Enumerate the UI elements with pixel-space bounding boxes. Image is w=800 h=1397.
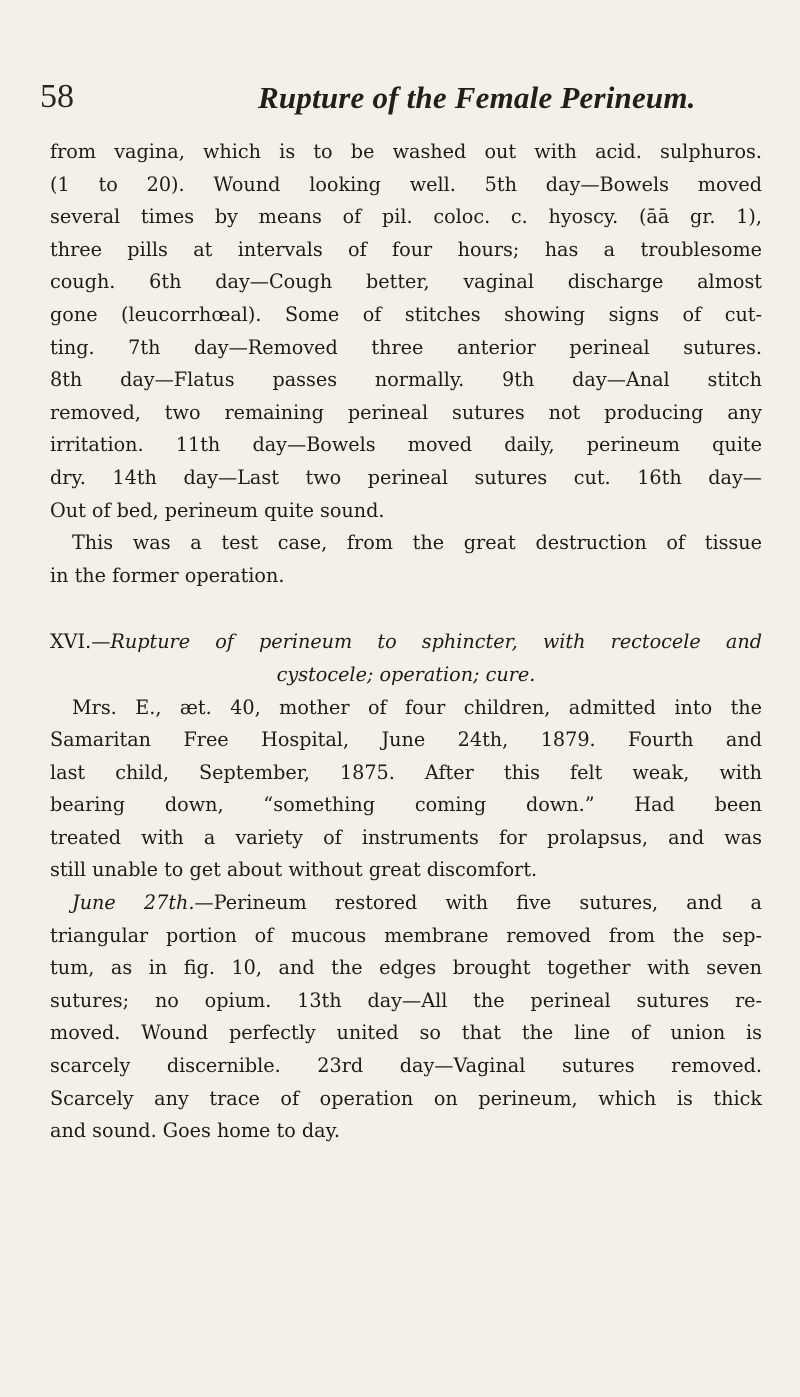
text-line: and sound. Goes home to day. xyxy=(50,1119,340,1143)
text-line: in the former operation. xyxy=(50,563,285,587)
text-line: still unable to get about without great discomfort. xyxy=(50,858,538,882)
text-line: several times by means of pil. coloc. c. hyoscy. (āā gr. 1), xyxy=(50,205,762,229)
text-line: Out of bed, perineum quite sound. xyxy=(50,498,385,522)
paragraph-operation xyxy=(50,887,762,1148)
text-line: bearing down, “something coming down.” Had been xyxy=(50,793,762,817)
text-line: removed, two remaining perineal sutures not producing any xyxy=(50,400,762,424)
text-line: from vagina, which is to be washed out with acid. sulphuros. xyxy=(50,140,762,163)
text-line: cough. 6th day—Cough better, vaginal discharge almost xyxy=(50,270,762,294)
page-body xyxy=(50,136,762,1148)
case-title: Rupture of perineum to sphincter, with rectocele and xyxy=(110,630,762,654)
text-line: gone (leucorrhœal). Some of stitches showing signs of cut- xyxy=(50,302,762,326)
text-line: (1 to 20). Wound looking well. 5th day—Bowels moved xyxy=(50,172,762,196)
paragraph-test-case xyxy=(50,527,762,592)
case-heading-line xyxy=(50,626,762,659)
text-line: sutures; no opium. 13th day—All the perineal sutures re- xyxy=(50,988,762,1012)
page-header xyxy=(0,78,800,128)
page-number: 58 xyxy=(40,78,74,115)
entry-text: —Perineum restored with five sutures, and a xyxy=(194,891,762,915)
paragraph-case-progress xyxy=(50,136,762,527)
text-line xyxy=(50,887,762,920)
case-title-continued: cystocele; operation; cure. xyxy=(276,662,536,686)
text-line: dry. 14th day—Last two perineal sutures cut. 16th day— xyxy=(50,465,762,489)
text-line: 8th day—Flatus passes normally. 9th day—Anal stitch xyxy=(50,368,762,392)
text-line: Samaritan Free Hospital, June 24th, 1879. Fourth and xyxy=(50,728,762,752)
text-line: ting. 7th day—Removed three anterior perineal sutures. xyxy=(50,335,762,359)
text-line: tum, as in fig. 10, and the edges brought together with seven xyxy=(50,956,762,980)
paragraph-case-history xyxy=(50,692,762,888)
text-line: irritation. 11th day—Bowels moved daily, perineum quite xyxy=(50,433,762,457)
case-heading xyxy=(50,626,762,691)
text-line: Mrs. E., æt. 40, mother of four children, admitted into the xyxy=(72,695,762,719)
text-line: This was a test case, from the great destruction of tissue xyxy=(72,531,762,555)
case-number: XVI.— xyxy=(50,630,111,654)
text-line: triangular portion of mucous membrane removed from the sep- xyxy=(50,923,762,947)
text-line: treated with a variety of instruments for prolapsus, and was xyxy=(50,825,762,849)
entry-date: June 27th. xyxy=(72,891,195,915)
text-line: Scarcely any trace of operation on perineum, which is thick xyxy=(50,1086,762,1110)
text-line: three pills at intervals of four hours; has a troublesome xyxy=(50,237,762,261)
text-line: last child, September, 1875. After this felt weak, with xyxy=(50,760,762,784)
running-head: Rupture of the Female Perineum. xyxy=(258,80,696,115)
text-line: scarcely discernible. 23rd day—Vaginal sutures removed. xyxy=(50,1054,762,1078)
section-spacer xyxy=(50,592,762,626)
text-line: moved. Wound perfectly united so that the line of union is xyxy=(50,1021,762,1045)
